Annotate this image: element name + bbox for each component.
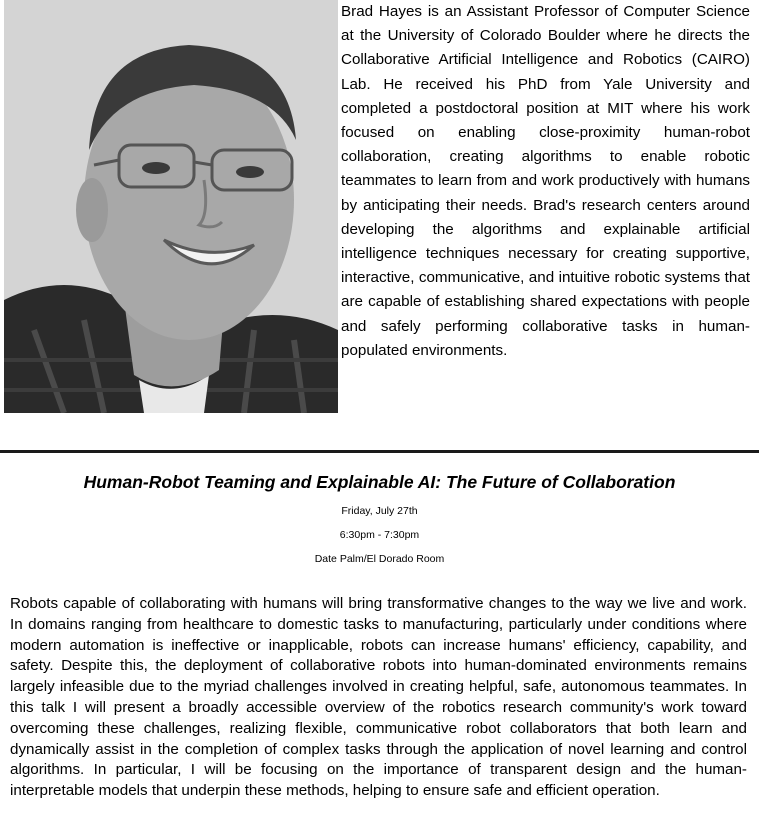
speaker-bio: Brad Hayes is an Assistant Professor of Computer Science at the University of Colorado Boulder where he directs the Collaborative Artificial Intelligence and Robotics (CAIRO) Lab. He received his PhD from Yale University and completed a postdoctoral position at MIT where his work focused on enabling close-proximity human-robot collaboration, creating algorithms to enable robotic teammates to learn from and work productively with humans by anticipating their needs. Brad's research centers around developing the algorithms and explainable artificial intelligence techniques necessary for creating supportive, interactive, communicative, and intuitive robotic systems that are capable of establishing shared expectations with people and safely performing collaborative tasks in human-populated environments. (341, 3, 750, 359)
talk-location: Date Palm/El Dorado Room (314, 553, 445, 565)
talk-time: 6:30pm - 7:30pm (339, 529, 420, 541)
talk-title: Human-Robot Teaming and Explainable AI: The Future of Collaboration (83, 472, 676, 492)
talk-date: Friday, July 27th (341, 505, 418, 517)
speaker-portrait-image (4, 0, 338, 413)
speaker-photo (4, 0, 338, 413)
section-divider (0, 450, 759, 453)
talk-abstract: Robots capable of collaborating with humans will bring transformative changes to the way we live and work. In domains ranging from healthcare to domestic tasks to manufacturing, particularly under conditions where modern automation is ineffective or inapplicable, robots can increase humans' efficiency, capability, and safety. Despite this, the deployment of collaborative robots into human-dominated environments remains largely infeasible due to the myriad challenges involved in creating helpful, safe, autonomous teammates. In this talk I will present a broadly accessible overview of the robotics research community's work toward overcoming these challenges, realizing flexible, communicative robot collaborators that both learn and dynamically assist in the completion of complex tasks through the application of novel learning and control algorithms. In particular, I will be focusing on the importance of transparent design and the human-interpretable models that underpin these methods, helping to ensure safe and efficient operation. (10, 595, 747, 800)
